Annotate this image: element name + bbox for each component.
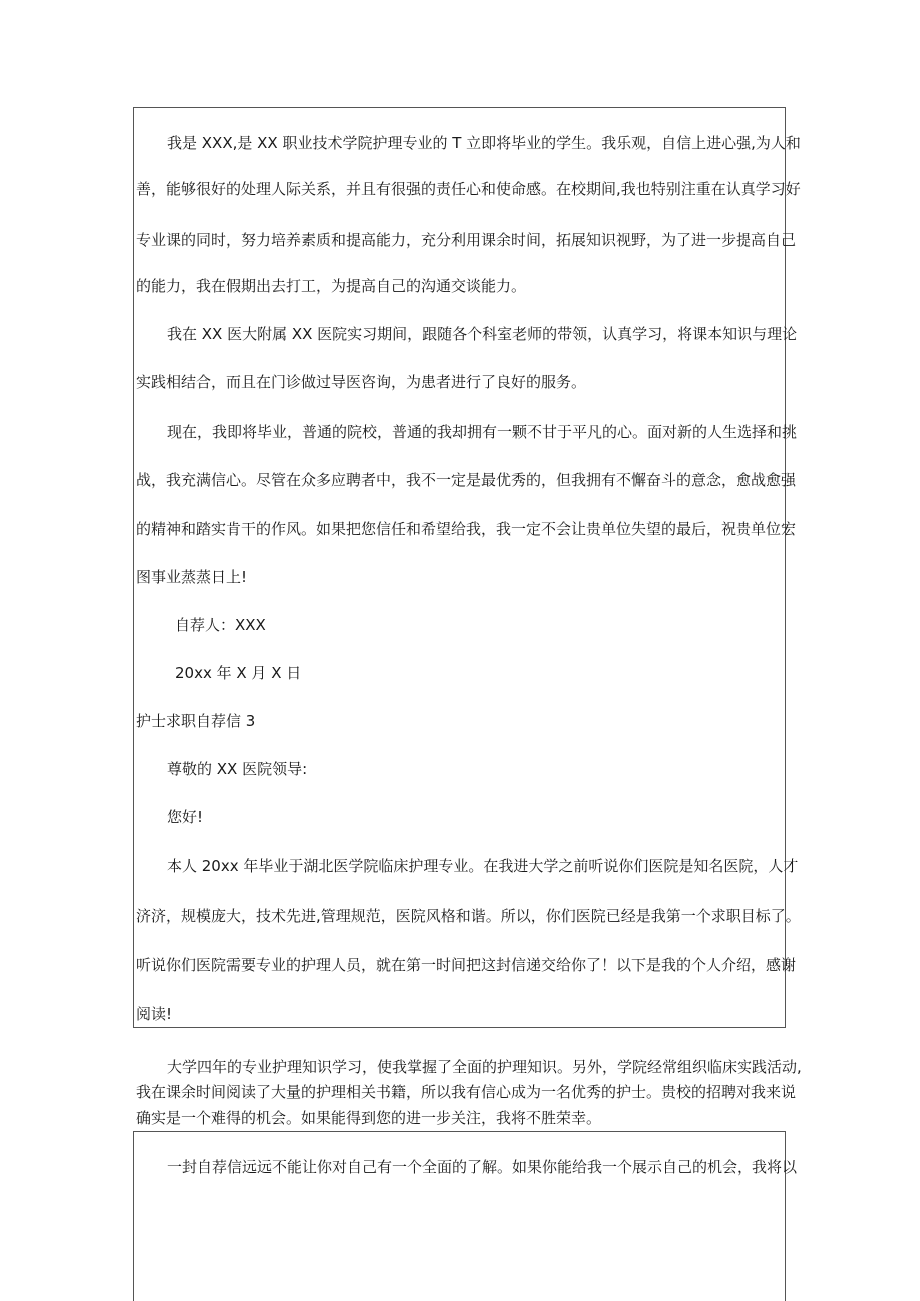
letter3-para2-line1: 大学四年的专业护理知识学习，使我掌握了全面的护理知识。另外，学院经常组织临床实践活动, [167, 1058, 802, 1076]
letter2-para2-line2: 实践相结合，而且在门诊做过导医咨询，为患者进行了良好的服务。 [136, 373, 587, 391]
letter2-para1-line4: 的能力，我在假期出去打工，为提高自己的沟通交谈能力。 [136, 277, 527, 295]
date-line: 20xx 年 X 月 X 日 [175, 664, 302, 682]
letter2-para1-line1: 我是 XXX,是 XX 职业技术学院护理专业的 T 立即将毕业的学生。我乐观，自信上进心强,为人和 [167, 134, 801, 152]
letter3-para3-line1: 一封自荐信远远不能让你对自己有一个全面的了解。如果你能给我一个展示自己的机会，我将以 [167, 1158, 798, 1176]
letter3-para1-line3: 听说你们医院需要专业的护理人员，就在第一时间把这封信递交给你了！以下是我的个人介绍，感谢 [136, 956, 797, 974]
letter2-para1-line3: 专业课的同时，努力培养素质和提高能力，充分利用课余时间，拓展知识视野，为了进一步提高自己 [136, 231, 797, 249]
letter3-para2-line3: 确实是一个难得的机会。如果能得到您的进一步关注，我将不胜荣幸。 [136, 1109, 602, 1127]
letter3-para1-line1: 本人 20xx 年毕业于湖北医学院临床护理专业。在我进大学之前听说你们医院是知名医院，人才 [167, 857, 799, 875]
letter2-para3-line2: 战，我充满信心。尽管在众多应聘者中，我不一定是最优秀的，但我拥有不懈奋斗的意念，愈战愈强 [136, 471, 797, 489]
signer-line: 自荐人：XXX [175, 616, 266, 634]
letter3-greeting: 您好! [167, 808, 204, 826]
letter2-para2-line1: 我在 XX 医大附属 XX 医院实习期间，跟随各个科室老师的带领，认真学习，将课本知识与理论 [167, 325, 798, 343]
letter3-para1-line4: 阅读! [136, 1005, 173, 1023]
letter2-para1-line2: 善，能够很好的处理人际关系，并且有很强的责任心和使命感。在校期间,我也特别注重在认真学习好 [136, 180, 801, 198]
letter3-para1-line2: 济济，规模庞大，技术先进,管理规范，医院风格和谐。所以，你们医院已经是我第一个求职目标了。 [136, 907, 801, 925]
letter3-salutation: 尊敬的 XX 医院领导: [167, 760, 308, 778]
letter2-para3-line4: 图事业蒸蒸日上! [136, 568, 248, 586]
letter2-para3-line3: 的精神和踏实肯干的作风。如果把您信任和希望给我，我一定不会让贵单位失望的最后，祝贵单位宏 [136, 520, 797, 538]
letter3-title: 护士求职自荐信 3 [136, 712, 256, 730]
letter2-para3-line1: 现在，我即将毕业，普通的院校，普通的我却拥有一颗不甘于平凡的心。面对新的人生选择和挑 [167, 423, 798, 441]
letter3-para2-line2: 我在课余时间阅读了大量的护理相关书籍，所以我有信心成为一名优秀的护士。贵校的招聘对我来说 [136, 1083, 797, 1101]
